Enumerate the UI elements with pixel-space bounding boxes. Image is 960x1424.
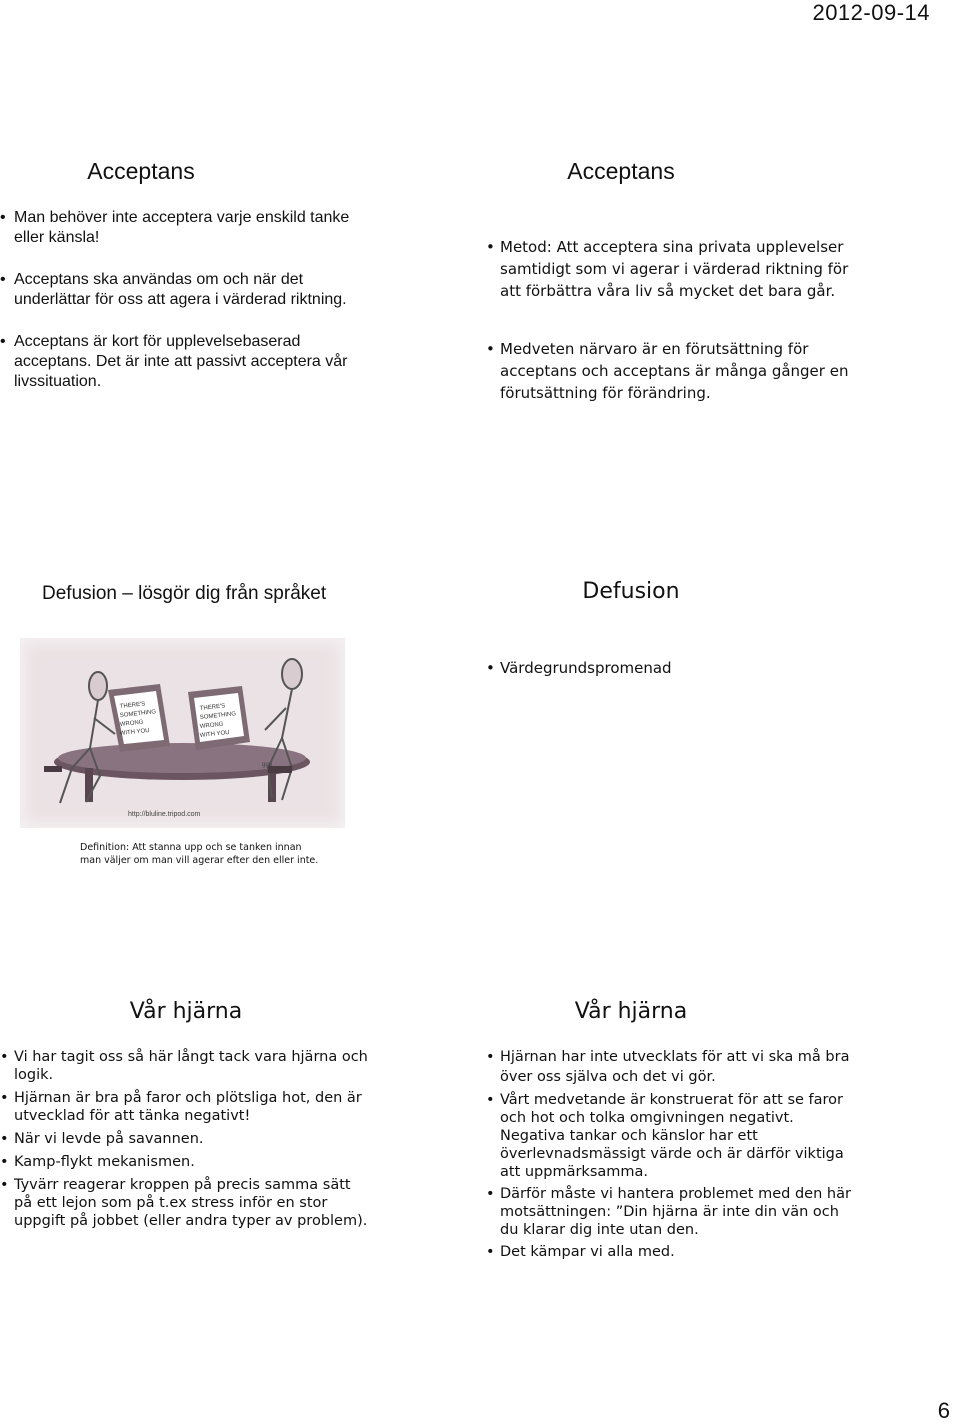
- bullet-item: • Medveten närvaro är en förutsättning för acceptans och acceptans är många gånger en förutsättning för förändring.: [486, 338, 856, 404]
- svg-text:WITH YOU: WITH YOU: [119, 727, 150, 737]
- bullet-item: • Hjärnan är bra på faror och plötsliga hot, den är utvecklad för att tänka negativt!: [0, 1089, 368, 1125]
- svg-text:SOMETHING: SOMETHING: [119, 709, 157, 719]
- slide-title: Acceptans: [87, 158, 195, 184]
- bullet-list: [0, 208, 370, 392]
- cartoon-url: http://bluline.tripod.com: [128, 811, 201, 818]
- computer-monitor-right: [188, 686, 250, 750]
- bullet-item: • Vi har tagit oss så här långt tack vara hjärna och logik.: [0, 1048, 368, 1084]
- bullet-item: • Acceptans är kort för upplevelsebaserad acceptans. Det är inte att passivt acceptera vår livssituation.: [0, 332, 370, 392]
- slide-title: Defusion – lösgör dig från språket: [42, 583, 327, 604]
- bullet-item: • Värdegrundspromenad: [486, 657, 856, 679]
- slide-title: Acceptans: [567, 158, 675, 184]
- svg-text:WRONG: WRONG: [199, 721, 224, 730]
- slide-acceptans-1: [0, 150, 470, 430]
- bullet-list: [486, 236, 856, 404]
- svg-text:WITH YOU: WITH YOU: [199, 729, 230, 739]
- bullet-item: • Metod: Att acceptera sina privata upplevelser samtidigt som vi agerar i värderad riktning för att förbättra våra liv så mycket det bara går.: [486, 236, 856, 302]
- cartoon-signature: ggg: [262, 762, 273, 768]
- bullet-item: • Acceptans ska användas om och när det underlättar för oss att agera i värderad riktning.: [0, 270, 370, 310]
- bullet-item: • Vårt medvetande är konstruerat för att se faror och hot och tolka omgivningen negativt. Negativa tankar och känslor har ett överlevnadsmässigt värde och är därför viktiga att uppmärksamma.: [486, 1091, 860, 1181]
- bullet-list: [486, 657, 856, 679]
- page-number: 6: [937, 1398, 950, 1423]
- bullet-item: • Man behöver inte acceptera varje enskild tanke eller känsla!: [0, 208, 370, 248]
- slide-defusion: [490, 575, 960, 875]
- slide-var-hjarna-1: [0, 995, 470, 1255]
- slide-title: Defusion: [582, 579, 680, 604]
- bullet-item: • När vi levde på savannen.: [0, 1130, 368, 1148]
- svg-text:SOMETHING: SOMETHING: [199, 711, 237, 721]
- bullet-item: • Det kämpar vi alla med.: [486, 1243, 860, 1261]
- bullet-item: • Hjärnan har inte utvecklats för att vi ska må bra över oss själva och det vi gör.: [486, 1047, 860, 1087]
- slide-title: Vår hjärna: [574, 999, 688, 1024]
- slide-var-hjarna-2: [490, 995, 960, 1260]
- bullet-list: [486, 1047, 860, 1261]
- svg-text:WRONG: WRONG: [119, 719, 144, 728]
- slide-title: Vår hjärna: [129, 999, 243, 1024]
- cartoon-illustration: [20, 638, 345, 828]
- svg-text:THERE'S: THERE'S: [119, 701, 146, 710]
- svg-text:THERE'S: THERE'S: [199, 703, 226, 712]
- bullet-item: • Kamp-flykt mekanismen.: [0, 1153, 368, 1171]
- bullet-item: • Därför måste vi hantera problemet med den här motsättningen: ”Din hjärna är inte din vän och du klarar dig inte utan den.: [486, 1185, 860, 1239]
- slide-acceptans-2: [490, 150, 960, 430]
- bullet-list: [0, 1048, 368, 1230]
- bullet-item: • Tyvärr reagerar kroppen på precis samma sätt på ett lejon som på t.ex stress inför en stor uppgift på jobbet (eller andra typer av problem).: [0, 1176, 368, 1230]
- slide-defusion-image: [0, 575, 470, 875]
- image-caption: Definition: Att stanna upp och se tanken innan man väljer om man vill agerar efter den eller inte.: [80, 842, 319, 866]
- document-date: 2012-09-14: [812, 0, 930, 25]
